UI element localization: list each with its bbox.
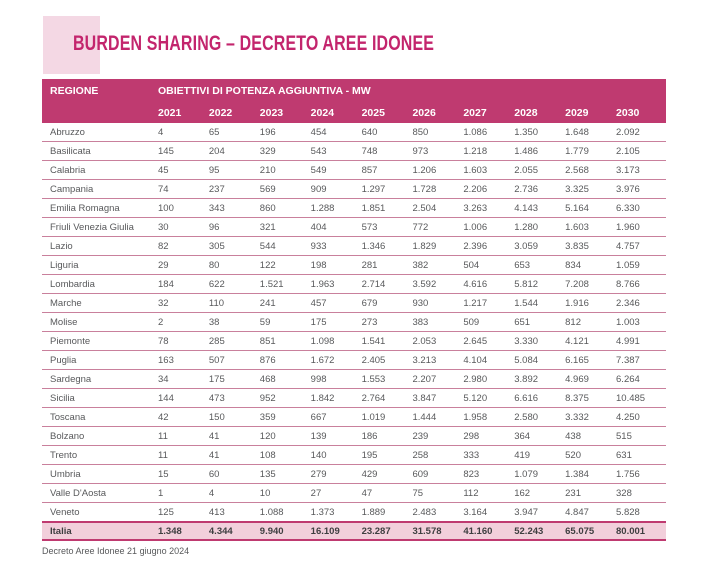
table-row (42, 427, 666, 446)
total-row-italia (42, 522, 666, 540)
value-cell: 42 (157, 408, 208, 427)
region-cell: Marche (42, 294, 157, 313)
value-cell: 15 (157, 465, 208, 484)
table-row (42, 446, 666, 465)
value-cell: 640 (361, 123, 412, 142)
table-row (42, 237, 666, 256)
value-cell: 29 (157, 256, 208, 275)
total-value-cell: 41.160 (462, 522, 513, 540)
year-header: 2026 (411, 103, 462, 123)
value-cell: 41 (208, 427, 259, 446)
value-cell: 2.092 (615, 123, 666, 142)
value-cell: 59 (259, 313, 310, 332)
value-cell: 631 (615, 446, 666, 465)
value-cell: 364 (513, 427, 564, 446)
value-cell: 3.213 (411, 351, 462, 370)
year-header: 2023 (259, 103, 310, 123)
table-row (42, 465, 666, 484)
value-cell: 120 (259, 427, 310, 446)
value-cell: 2.568 (564, 161, 615, 180)
region-cell: Sardegna (42, 370, 157, 389)
value-cell: 343 (208, 199, 259, 218)
value-cell: 622 (208, 275, 259, 294)
value-cell: 196 (259, 123, 310, 142)
region-cell: Valle D'Aosta (42, 484, 157, 503)
value-cell: 2.396 (462, 237, 513, 256)
value-cell: 520 (564, 446, 615, 465)
value-cell: 5.164 (564, 199, 615, 218)
value-cell: 1.217 (462, 294, 513, 313)
value-cell: 4.121 (564, 332, 615, 351)
value-cell: 812 (564, 313, 615, 332)
region-cell: Calabria (42, 161, 157, 180)
value-cell: 239 (411, 427, 462, 446)
value-cell: 4 (157, 123, 208, 142)
value-cell: 184 (157, 275, 208, 294)
value-cell: 909 (310, 180, 361, 199)
value-cell: 2.105 (615, 142, 666, 161)
region-cell: Abruzzo (42, 123, 157, 142)
value-cell: 473 (208, 389, 259, 408)
value-cell: 569 (259, 180, 310, 199)
value-cell: 2.714 (361, 275, 412, 294)
value-cell: 2.346 (615, 294, 666, 313)
value-cell: 75 (411, 484, 462, 503)
value-cell: 359 (259, 408, 310, 427)
value-cell: 328 (615, 484, 666, 503)
region-cell: Campania (42, 180, 157, 199)
value-cell: 543 (310, 142, 361, 161)
region-cell: Trento (42, 446, 157, 465)
value-cell: 11 (157, 427, 208, 446)
value-cell: 573 (361, 218, 412, 237)
region-cell: Molise (42, 313, 157, 332)
value-cell: 1.851 (361, 199, 412, 218)
value-cell: 860 (259, 199, 310, 218)
year-header: 2024 (310, 103, 361, 123)
value-cell: 3.947 (513, 503, 564, 523)
value-cell: 96 (208, 218, 259, 237)
table-header (42, 79, 666, 123)
table-row (42, 408, 666, 427)
value-cell: 1.960 (615, 218, 666, 237)
total-value-cell: 65.075 (564, 522, 615, 540)
source-note: Decreto Aree Idonee 21 giugno 2024 (42, 546, 190, 556)
value-cell: 1.603 (462, 161, 513, 180)
value-cell: 175 (208, 370, 259, 389)
total-value-cell: 31.578 (411, 522, 462, 540)
table-row (42, 275, 666, 294)
value-cell: 1.346 (361, 237, 412, 256)
value-cell: 1.889 (361, 503, 412, 523)
table-row (42, 370, 666, 389)
table-row (42, 123, 666, 142)
value-cell: 6.330 (615, 199, 666, 218)
value-cell: 1.963 (310, 275, 361, 294)
region-cell: Toscana (42, 408, 157, 427)
value-cell: 195 (361, 446, 412, 465)
region-cell: Piemonte (42, 332, 157, 351)
table-row (42, 180, 666, 199)
value-cell: 1.544 (513, 294, 564, 313)
value-cell: 321 (259, 218, 310, 237)
year-header: 2021 (157, 103, 208, 123)
year-header: 2029 (564, 103, 615, 123)
value-cell: 419 (513, 446, 564, 465)
value-cell: 2.207 (411, 370, 462, 389)
value-cell: 30 (157, 218, 208, 237)
value-cell: 857 (361, 161, 412, 180)
region-cell: Basilicata (42, 142, 157, 161)
value-cell: 4.991 (615, 332, 666, 351)
value-cell: 1.553 (361, 370, 412, 389)
year-header: 2027 (462, 103, 513, 123)
value-cell: 3.847 (411, 389, 462, 408)
value-cell: 210 (259, 161, 310, 180)
burden-sharing-table (42, 79, 666, 541)
value-cell: 930 (411, 294, 462, 313)
value-cell: 10 (259, 484, 310, 503)
value-cell: 429 (361, 465, 412, 484)
year-header: 2022 (208, 103, 259, 123)
value-cell: 198 (310, 256, 361, 275)
value-cell: 4.616 (462, 275, 513, 294)
value-cell: 1.728 (411, 180, 462, 199)
table-row (42, 199, 666, 218)
region-cell: Umbria (42, 465, 157, 484)
total-region-cell: Italia (42, 522, 157, 540)
year-header: 2030 (615, 103, 666, 123)
value-cell: 145 (157, 142, 208, 161)
value-cell: 204 (208, 142, 259, 161)
value-cell: 3.592 (411, 275, 462, 294)
value-cell: 7.387 (615, 351, 666, 370)
value-cell: 3.059 (513, 237, 564, 256)
value-cell: 273 (361, 313, 412, 332)
value-cell: 609 (411, 465, 462, 484)
value-cell: 100 (157, 199, 208, 218)
region-cell: Liguria (42, 256, 157, 275)
value-cell: 281 (361, 256, 412, 275)
value-cell: 144 (157, 389, 208, 408)
page-title: BURDEN SHARING – DECRETO AREE IDONEE (73, 32, 435, 55)
value-cell: 41 (208, 446, 259, 465)
value-cell: 298 (462, 427, 513, 446)
table-row (42, 218, 666, 237)
value-cell: 32 (157, 294, 208, 313)
value-cell: 3.325 (564, 180, 615, 199)
value-cell: 34 (157, 370, 208, 389)
total-value-cell: 4.344 (208, 522, 259, 540)
value-cell: 8.766 (615, 275, 666, 294)
column-header-obiettivi: OBIETTIVI DI POTENZA AGGIUNTIVA - MW (157, 79, 666, 103)
value-cell: 823 (462, 465, 513, 484)
value-cell: 45 (157, 161, 208, 180)
value-cell: 504 (462, 256, 513, 275)
value-cell: 549 (310, 161, 361, 180)
value-cell: 5.120 (462, 389, 513, 408)
value-cell: 175 (310, 313, 361, 332)
value-cell: 1.079 (513, 465, 564, 484)
region-cell: Veneto (42, 503, 157, 523)
value-cell: 1.842 (310, 389, 361, 408)
value-cell: 95 (208, 161, 259, 180)
value-cell: 7.208 (564, 275, 615, 294)
value-cell: 2.483 (411, 503, 462, 523)
table-header-top-row (42, 79, 666, 103)
total-value-cell: 23.287 (361, 522, 412, 540)
value-cell: 2.055 (513, 161, 564, 180)
value-cell: 4.757 (615, 237, 666, 256)
value-cell: 1.521 (259, 275, 310, 294)
value-cell: 78 (157, 332, 208, 351)
value-cell: 1.541 (361, 332, 412, 351)
value-cell: 2.736 (513, 180, 564, 199)
value-cell: 2.405 (361, 351, 412, 370)
value-cell: 110 (208, 294, 259, 313)
value-cell: 507 (208, 351, 259, 370)
value-cell: 413 (208, 503, 259, 523)
value-cell: 237 (208, 180, 259, 199)
value-cell: 834 (564, 256, 615, 275)
column-header-regione: REGIONE (42, 79, 157, 103)
value-cell: 305 (208, 237, 259, 256)
table-row (42, 503, 666, 523)
region-cell: Puglia (42, 351, 157, 370)
value-cell: 139 (310, 427, 361, 446)
value-cell: 1.280 (513, 218, 564, 237)
value-cell: 285 (208, 332, 259, 351)
value-cell: 973 (411, 142, 462, 161)
value-cell: 1.288 (310, 199, 361, 218)
value-cell: 1.829 (411, 237, 462, 256)
region-cell: Emilia Romagna (42, 199, 157, 218)
value-cell: 383 (411, 313, 462, 332)
value-cell: 454 (310, 123, 361, 142)
value-cell: 3.330 (513, 332, 564, 351)
value-cell: 11 (157, 446, 208, 465)
value-cell: 457 (310, 294, 361, 313)
value-cell: 329 (259, 142, 310, 161)
table-footer (42, 522, 666, 540)
value-cell: 438 (564, 427, 615, 446)
value-cell: 3.892 (513, 370, 564, 389)
year-header-spacer (42, 103, 157, 123)
value-cell: 851 (259, 332, 310, 351)
value-cell: 952 (259, 389, 310, 408)
value-cell: 382 (411, 256, 462, 275)
value-cell: 1.019 (361, 408, 412, 427)
table-header-years-row (42, 103, 666, 123)
value-cell: 509 (462, 313, 513, 332)
value-cell: 4.250 (615, 408, 666, 427)
value-cell: 108 (259, 446, 310, 465)
value-cell: 1.059 (615, 256, 666, 275)
value-cell: 279 (310, 465, 361, 484)
table-row (42, 294, 666, 313)
value-cell: 162 (513, 484, 564, 503)
total-value-cell: 1.348 (157, 522, 208, 540)
value-cell: 748 (361, 142, 412, 161)
table-row (42, 484, 666, 503)
year-header: 2028 (513, 103, 564, 123)
value-cell: 1.098 (310, 332, 361, 351)
value-cell: 163 (157, 351, 208, 370)
total-value-cell: 16.109 (310, 522, 361, 540)
value-cell: 1.206 (411, 161, 462, 180)
value-cell: 3.976 (615, 180, 666, 199)
value-cell: 1.003 (615, 313, 666, 332)
value-cell: 5.084 (513, 351, 564, 370)
value-cell: 404 (310, 218, 361, 237)
value-cell: 6.264 (615, 370, 666, 389)
value-cell: 1.444 (411, 408, 462, 427)
value-cell: 135 (259, 465, 310, 484)
value-cell: 258 (411, 446, 462, 465)
value-cell: 231 (564, 484, 615, 503)
value-cell: 4.104 (462, 351, 513, 370)
value-cell: 1.603 (564, 218, 615, 237)
value-cell: 667 (310, 408, 361, 427)
value-cell: 2.504 (411, 199, 462, 218)
value-cell: 5.812 (513, 275, 564, 294)
value-cell: 876 (259, 351, 310, 370)
value-cell: 850 (411, 123, 462, 142)
table-row (42, 389, 666, 408)
value-cell: 80 (208, 256, 259, 275)
value-cell: 47 (361, 484, 412, 503)
table-row (42, 142, 666, 161)
value-cell: 544 (259, 237, 310, 256)
value-cell: 1.779 (564, 142, 615, 161)
value-cell: 468 (259, 370, 310, 389)
value-cell: 2.980 (462, 370, 513, 389)
value-cell: 4 (208, 484, 259, 503)
value-cell: 772 (411, 218, 462, 237)
value-cell: 515 (615, 427, 666, 446)
value-cell: 241 (259, 294, 310, 313)
value-cell: 2.206 (462, 180, 513, 199)
value-cell: 1 (157, 484, 208, 503)
total-value-cell: 9.940 (259, 522, 310, 540)
year-header: 2025 (361, 103, 412, 123)
region-cell: Sicilia (42, 389, 157, 408)
value-cell: 1.486 (513, 142, 564, 161)
value-cell: 150 (208, 408, 259, 427)
value-cell: 4.143 (513, 199, 564, 218)
region-cell: Lazio (42, 237, 157, 256)
value-cell: 1.756 (615, 465, 666, 484)
value-cell: 3.164 (462, 503, 513, 523)
value-cell: 4.969 (564, 370, 615, 389)
value-cell: 10.485 (615, 389, 666, 408)
value-cell: 1.672 (310, 351, 361, 370)
value-cell: 653 (513, 256, 564, 275)
value-cell: 1.373 (310, 503, 361, 523)
value-cell: 6.165 (564, 351, 615, 370)
value-cell: 6.616 (513, 389, 564, 408)
value-cell: 2.053 (411, 332, 462, 351)
region-cell: Friuli Venezia Giulia (42, 218, 157, 237)
value-cell: 998 (310, 370, 361, 389)
value-cell: 3.332 (564, 408, 615, 427)
value-cell: 186 (361, 427, 412, 446)
total-value-cell: 80.001 (615, 522, 666, 540)
table-row (42, 313, 666, 332)
value-cell: 1.088 (259, 503, 310, 523)
region-cell: Bolzano (42, 427, 157, 446)
value-cell: 3.263 (462, 199, 513, 218)
value-cell: 1.958 (462, 408, 513, 427)
value-cell: 60 (208, 465, 259, 484)
value-cell: 3.173 (615, 161, 666, 180)
value-cell: 1.648 (564, 123, 615, 142)
value-cell: 651 (513, 313, 564, 332)
value-cell: 2.645 (462, 332, 513, 351)
value-cell: 1.297 (361, 180, 412, 199)
value-cell: 333 (462, 446, 513, 465)
value-cell: 38 (208, 313, 259, 332)
value-cell: 1.086 (462, 123, 513, 142)
value-cell: 1.006 (462, 218, 513, 237)
value-cell: 8.375 (564, 389, 615, 408)
region-cell: Lombardia (42, 275, 157, 294)
value-cell: 122 (259, 256, 310, 275)
value-cell: 1.350 (513, 123, 564, 142)
value-cell: 4.847 (564, 503, 615, 523)
value-cell: 2.764 (361, 389, 412, 408)
value-cell: 5.828 (615, 503, 666, 523)
table-row (42, 256, 666, 275)
total-value-cell: 52.243 (513, 522, 564, 540)
value-cell: 65 (208, 123, 259, 142)
table-row (42, 351, 666, 370)
value-cell: 2.580 (513, 408, 564, 427)
table-body (42, 123, 666, 522)
value-cell: 1.916 (564, 294, 615, 313)
value-cell: 933 (310, 237, 361, 256)
value-cell: 1.218 (462, 142, 513, 161)
value-cell: 74 (157, 180, 208, 199)
value-cell: 82 (157, 237, 208, 256)
value-cell: 112 (462, 484, 513, 503)
table-row (42, 161, 666, 180)
value-cell: 679 (361, 294, 412, 313)
value-cell: 27 (310, 484, 361, 503)
value-cell: 125 (157, 503, 208, 523)
table-row (42, 332, 666, 351)
value-cell: 3.835 (564, 237, 615, 256)
value-cell: 2 (157, 313, 208, 332)
value-cell: 140 (310, 446, 361, 465)
value-cell: 1.384 (564, 465, 615, 484)
